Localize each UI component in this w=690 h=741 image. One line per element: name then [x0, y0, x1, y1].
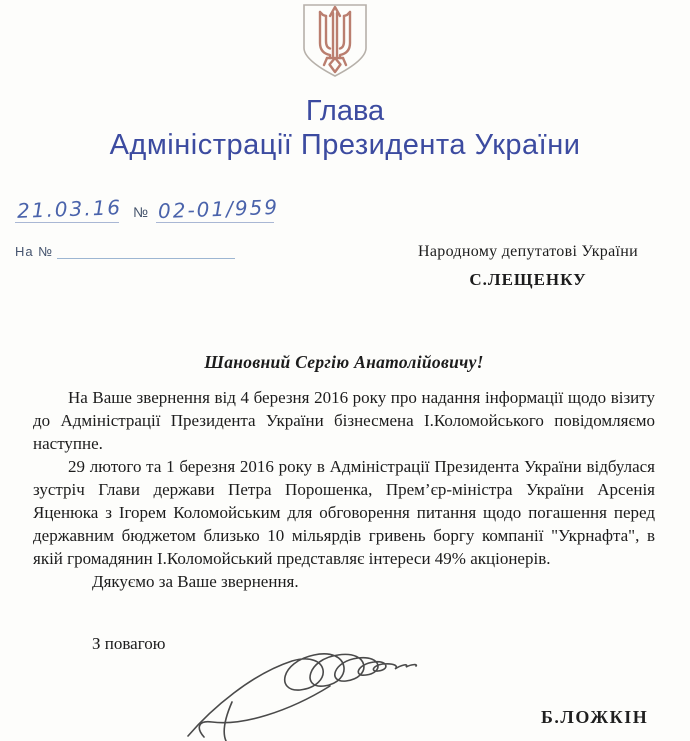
reference-row [15, 194, 280, 224]
document-number-field [156, 194, 280, 224]
ukraine-trident-emblem [297, 2, 373, 85]
incoming-reference-row [15, 243, 235, 259]
date-field [15, 195, 123, 223]
handwritten-signature [180, 640, 490, 741]
handwritten-document-number: 02-01/959 [157, 194, 280, 224]
letterhead-title [0, 94, 690, 162]
number-sign-label: № [133, 204, 149, 220]
recipient-block [392, 243, 664, 290]
letter-body [33, 386, 655, 593]
incoming-reference-label: На № [15, 244, 54, 259]
body-paragraph-1: На Ваше звернення від 4 березня 2016 року про надання інформації щодо візиту до Адміністрації Президента України бізнесмена І.Коломойського повідомляємо наступне. [33, 388, 655, 453]
handwritten-date: 21.03.16 [16, 195, 123, 223]
incoming-reference-blank-line [57, 243, 235, 259]
valediction: З повагою [92, 634, 166, 653]
signatory-name: Б.ЛОЖКІН [541, 707, 649, 727]
letterhead-title-line1: Глава [305, 95, 385, 127]
recipient-title: Народному депутатові України [418, 243, 638, 260]
body-paragraph-2: 29 лютого та 1 березня 2016 року в Адміністрації Президента України відбулася зустріч Глави держави Петра Порошенка, Прем’єр-міністра України Арсенія Яценюка з Ігорем Коломойським для обговорення питання щодо погашення перед державним бюджетом близько 10 мільярдів гривень боргу компанії "Укрнафта", в якій громадянин І.Коломойський представляє інтереси 49% акціонерів. [33, 457, 655, 568]
salutation: Шановний Сергію Анатолійовичу! [204, 352, 484, 372]
body-paragraph-thanks: Дякуємо за Ваше звернення. [92, 572, 299, 591]
letterhead-title-line2: Адміністрації Президента України [109, 129, 581, 161]
recipient-name: С.ЛЕЩЕНКУ [469, 270, 587, 289]
